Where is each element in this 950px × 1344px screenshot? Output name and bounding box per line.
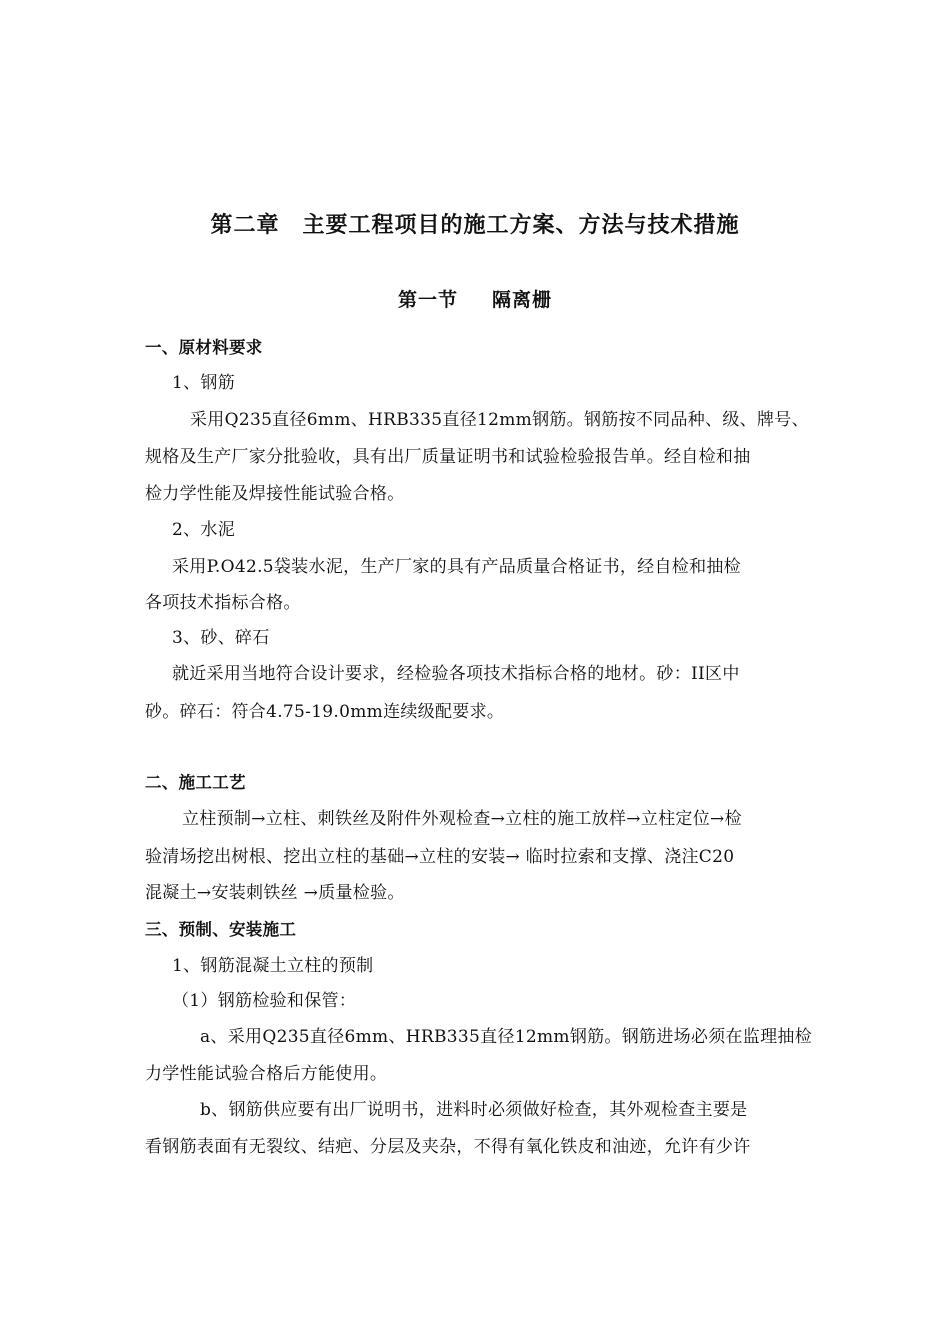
subheading-cement: 2、水泥 xyxy=(172,520,236,540)
paragraph-line: 各项技术指标合格。 xyxy=(145,593,301,613)
paragraph-line: 立柱预制→立柱、刺铁丝及附件外观检查→立柱的施工放样→立柱定位→检 xyxy=(182,809,742,829)
subheading-rc-column-prefab: 1、钢筋混凝土立柱的预制 xyxy=(172,956,374,976)
paragraph-line: 混凝土→安装刺铁丝 →质量检验。 xyxy=(145,883,405,903)
section-number: 第一节 xyxy=(397,289,458,311)
paragraph-line: 采用Q235直径6mm、HRB335直径12mm钢筋。钢筋按不同品种、级、牌号、 xyxy=(190,410,809,430)
paragraph-line: 采用P.O42.5袋装水泥，生产厂家的具有产品质量合格证书，经自检和抽检 xyxy=(172,557,741,577)
subheading-rebar: 1、钢筋 xyxy=(172,373,236,393)
heading-raw-materials: 一、原材料要求 xyxy=(145,338,263,357)
paragraph-line: 砂。碎石：符合4.75-19.0mm连续级配要求。 xyxy=(145,702,505,722)
chapter-title: 第二章 主要工程项目的施工方案、方法与技术措施 xyxy=(210,212,740,238)
section-title xyxy=(0,285,950,312)
paragraph-line: 验清场挖出树根、挖出立柱的基础→立柱的安装→ 临时拉索和支撑、浇注C20 xyxy=(145,847,735,867)
subheading-sand-gravel: 3、砂、碎石 xyxy=(172,628,270,648)
heading-prefab-installation: 三、预制、安装施工 xyxy=(145,920,297,939)
paragraph-line: 检力学性能及焊接性能试验合格。 xyxy=(145,484,405,504)
section-name: 隔离栅 xyxy=(492,289,553,311)
paragraph-line: 力学性能试验合格后方能使用。 xyxy=(145,1064,388,1084)
paragraph-line: a、采用Q235直径6mm、HRB335直径12mm钢筋。钢筋进场必须在监理抽检 xyxy=(200,1027,813,1047)
paragraph-line: 就近采用当地符合设计要求，经检验各项技术指标合格的地材。砂：II区中 xyxy=(172,664,740,684)
paragraph-line: 看钢筋表面有无裂纹、结疤、分层及夹杂，不得有氧化铁皮和油迹，允许有少许 xyxy=(145,1137,751,1157)
subheading-rebar-inspection: （1）钢筋检验和保管： xyxy=(172,991,357,1011)
heading-construction-process: 二、施工工艺 xyxy=(145,773,246,792)
paragraph-line: 规格及生产厂家分批验收，具有出厂质量证明书和试验检验报告单。经自检和抽 xyxy=(145,447,751,467)
paragraph-line: b、钢筋供应要有出厂说明书，进料时必须做好检查，其外观检查主要是 xyxy=(200,1100,748,1120)
